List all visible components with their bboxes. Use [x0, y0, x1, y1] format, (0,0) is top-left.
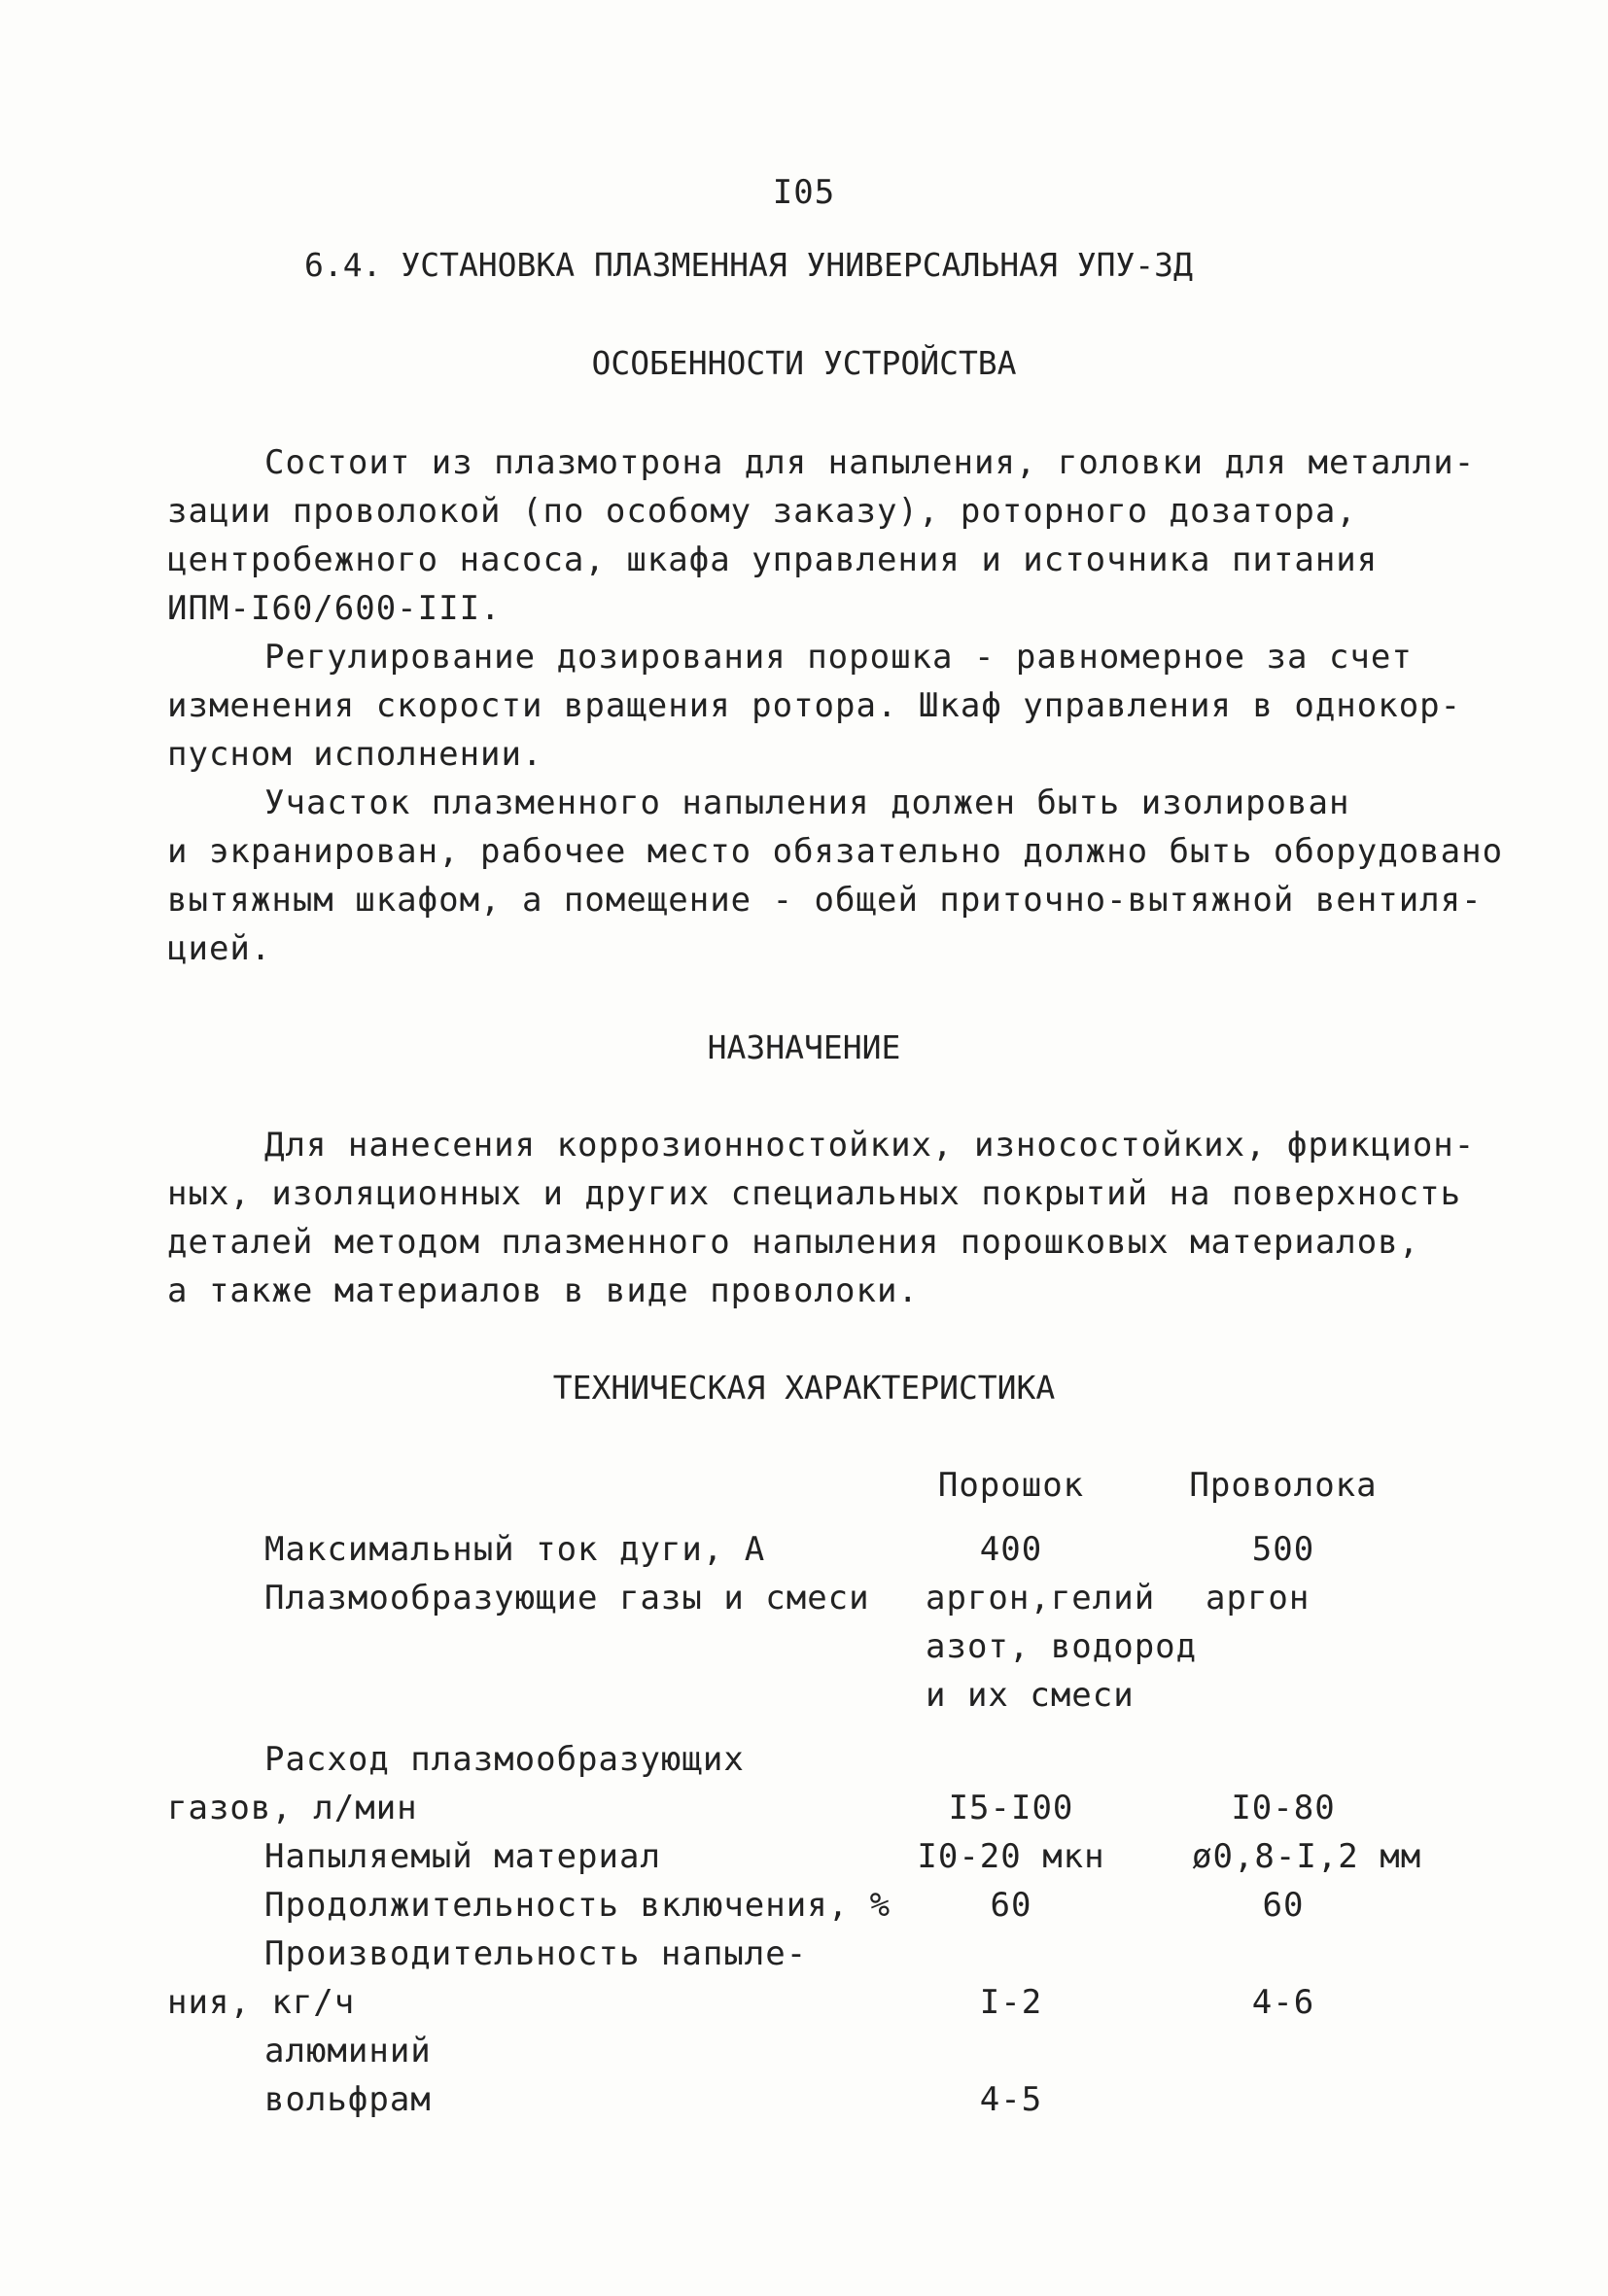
spec-label: Плазмообразующие газы и смеси — [264, 1579, 870, 1618]
document-title: 6.4. УСТАНОВКА ПЛАЗМЕННАЯ УНИВЕРСАЛЬНАЯ УПУ-3Д — [304, 246, 1193, 284]
spec-label: Напыляемый материал — [264, 1837, 661, 1876]
spec-label: Производительность напыле- — [264, 1934, 808, 1973]
paragraph-line: Регулирование дозирования порошка - равномерное за счет — [264, 638, 1413, 677]
spec-value-powder: азот, водород — [926, 1627, 1198, 1666]
paragraph-line: и экранирован, рабочее место обязательно должно быть оборудовано — [167, 832, 1504, 871]
paragraph-line: зации проволокой (по особому заказу), роторного дозатора, — [167, 492, 1357, 531]
paragraph-line: Участок плазменного напыления должен быть изолирован — [264, 783, 1350, 822]
spec-label: газов, л/мин — [167, 1789, 418, 1827]
paragraph-line: цией. — [167, 929, 272, 968]
paragraph-line: ных, изоляционных и других специальных покрытий на поверхность — [167, 1174, 1462, 1213]
spec-value-wire: 500 — [1251, 1530, 1315, 1569]
spec-value-wire: ø0,8-I,2 мм — [1192, 1837, 1422, 1876]
section-heading-specs: ТЕХНИЧЕСКАЯ ХАРАКТЕРИСТИКА — [552, 1369, 1056, 1407]
column-header-wire: Проволока — [1189, 1466, 1378, 1505]
paragraph-line: пусном исполнении. — [167, 735, 543, 774]
spec-label: Продолжительность включения, % — [264, 1886, 891, 1925]
spec-label: Максимальный ток дуги, А — [264, 1530, 766, 1569]
paragraph-line: а также материалов в виде проволоки. — [167, 1271, 919, 1310]
spec-value-powder: 4-5 — [979, 2080, 1043, 2119]
spec-value-powder: I-2 — [979, 1983, 1043, 2022]
paragraph-line: Для нанесения коррозионностойких, износостойких, фрикцион- — [264, 1126, 1476, 1165]
paragraph-line: ИПМ-I60/600-III. — [167, 589, 502, 628]
spec-value-powder: I0-20 мкн — [917, 1837, 1105, 1876]
paragraph-line: деталей методом плазменного напыления порошковых материалов, — [167, 1223, 1420, 1262]
spec-label: ния, кг/ч — [167, 1983, 356, 2022]
paragraph-line: Состоит из плазмотрона для напыления, головки для металли- — [264, 443, 1476, 482]
section-heading-purpose: НАЗНАЧЕНИЕ — [707, 1028, 901, 1066]
paragraph-line: изменения скорости вращения ротора. Шкаф управления в однокор- — [167, 686, 1462, 725]
spec-value-wire: аргон — [1206, 1579, 1311, 1618]
spec-value-wire: 60 — [1262, 1886, 1305, 1925]
spec-value-powder: аргон,гелий — [926, 1579, 1156, 1618]
spec-value-powder: 60 — [990, 1886, 1032, 1925]
spec-label: Расход плазмообразующих — [264, 1740, 745, 1779]
spec-value-powder: I5-I00 — [948, 1789, 1074, 1827]
section-heading-features: ОСОБЕННОСТИ УСТРОЙСТВА — [591, 344, 1017, 382]
spec-label: вольфрам — [264, 2080, 432, 2119]
page-number: I05 — [772, 173, 836, 212]
spec-value-powder: 400 — [979, 1530, 1043, 1569]
spec-value-wire: I0-80 — [1231, 1789, 1336, 1827]
spec-value-powder: и их смеси — [926, 1676, 1135, 1715]
spec-value-wire: 4-6 — [1251, 1983, 1315, 2022]
paragraph-line: вытяжным шкафом, а помещение - общей приточно-вытяжной вентиля- — [167, 881, 1483, 920]
spec-label: алюминий — [264, 2032, 432, 2070]
column-header-powder: Порошок — [937, 1466, 1085, 1505]
paragraph-line: центробежного насоса, шкафа управления и источника питания — [167, 540, 1379, 579]
